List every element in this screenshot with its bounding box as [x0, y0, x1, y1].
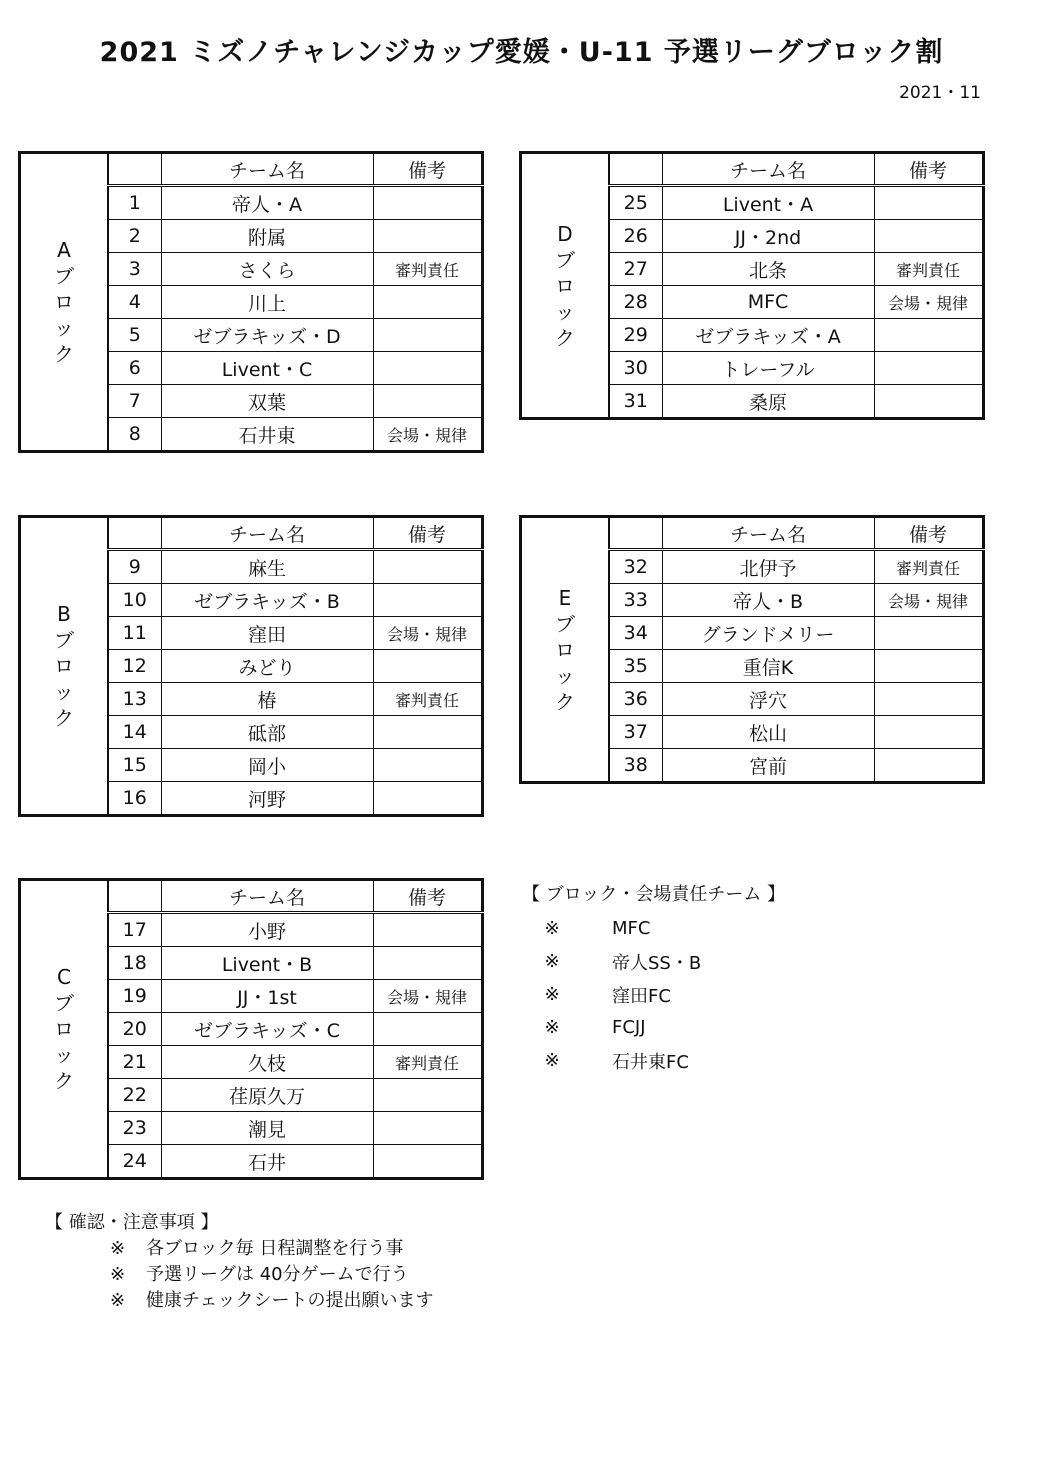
- team-name: 石井: [161, 1145, 373, 1179]
- team-remark: [874, 716, 983, 749]
- team-remark: 審判責任: [373, 253, 482, 286]
- team-name: トレーフル: [662, 352, 874, 385]
- venue-team-item: [522, 1044, 785, 1077]
- header-number: [609, 153, 662, 186]
- venue-team-name: 帝人SS・B: [612, 952, 702, 974]
- team-remark: [373, 352, 482, 385]
- header-remark: 備考: [874, 153, 983, 186]
- team-number: 37: [609, 716, 662, 749]
- note-text: 健康チェックシートの提出願います: [146, 1290, 434, 1311]
- note-mark: ※: [110, 1238, 126, 1259]
- team-remark: 会場・規律: [373, 980, 482, 1013]
- team-remark: 会場・規律: [373, 418, 482, 452]
- team-number: 13: [108, 683, 161, 716]
- team-remark: [373, 1079, 482, 1112]
- team-name: 浮穴: [662, 683, 874, 716]
- block-label-char: B: [57, 602, 71, 626]
- venue-team-name: MFC: [612, 918, 651, 939]
- block-label: [521, 153, 610, 419]
- team-name: 帝人・A: [161, 186, 373, 220]
- team-number: 15: [108, 749, 161, 782]
- header-remark: 備考: [373, 153, 482, 186]
- table-header-row: [20, 517, 483, 550]
- table-header-row: [20, 880, 483, 913]
- team-remark: [874, 220, 983, 253]
- notes-heading: 【 確認・注意事項 】: [45, 1212, 219, 1233]
- venue-team-item: [522, 912, 785, 945]
- block-label-char: ク: [54, 1069, 74, 1093]
- team-name: ゼブラキッズ・D: [161, 319, 373, 352]
- team-number: 10: [108, 584, 161, 617]
- team-number: 19: [108, 980, 161, 1013]
- team-number: 20: [108, 1013, 161, 1046]
- team-remark: [874, 749, 983, 783]
- block-label-char: ロ: [555, 273, 575, 298]
- team-remark: 審判責任: [373, 1046, 482, 1079]
- block-label-char: ブ: [54, 991, 74, 1015]
- team-number: 28: [609, 286, 662, 319]
- block-label-char: ロ: [54, 654, 74, 678]
- team-remark: [373, 385, 482, 418]
- team-name: Livent・A: [662, 186, 874, 220]
- venue-team-name: 窪田FC: [612, 985, 671, 1007]
- venue-team-item: [522, 945, 785, 978]
- table-header-row: [521, 517, 984, 550]
- block-label-char: ク: [555, 689, 575, 714]
- team-name: 重信K: [662, 650, 874, 683]
- block-label-char: ッ: [54, 316, 74, 340]
- team-name: MFC: [662, 286, 874, 319]
- header-remark: 備考: [373, 880, 482, 913]
- note-mark: ※: [110, 1290, 126, 1311]
- team-remark: 会場・規律: [874, 584, 983, 617]
- block-label-char: ク: [54, 706, 74, 730]
- block-label-char: ブ: [54, 264, 74, 288]
- team-number: 9: [108, 550, 161, 584]
- team-name: グランドメリー: [662, 617, 874, 650]
- team-name: 宮前: [662, 749, 874, 783]
- venue-team-item: [522, 978, 785, 1011]
- block-label-char: ロ: [54, 290, 74, 314]
- team-name: Livent・C: [161, 352, 373, 385]
- team-remark: [373, 286, 482, 319]
- team-name: ゼブラキッズ・A: [662, 319, 874, 352]
- team-name: 荏原久万: [161, 1079, 373, 1112]
- team-name: 石井東: [161, 418, 373, 452]
- note-text: 予選リーグは 40分ゲームで行う: [146, 1264, 409, 1285]
- block-label: [20, 880, 109, 1179]
- team-number: 29: [609, 319, 662, 352]
- team-name: 川上: [161, 286, 373, 319]
- team-name: 桑原: [662, 385, 874, 419]
- note-mark: ※: [544, 1050, 560, 1071]
- note-item: [45, 1288, 433, 1314]
- team-number: 34: [609, 617, 662, 650]
- team-remark: [373, 319, 482, 352]
- block-label-char: ッ: [54, 1043, 74, 1067]
- block-label-char: ッ: [54, 680, 74, 704]
- block-label-char: C: [57, 965, 71, 989]
- venue-team-heading: 【 ブロック・会場責任チーム 】: [522, 884, 786, 905]
- team-number: 33: [609, 584, 662, 617]
- team-name: 帝人・B: [662, 584, 874, 617]
- team-name: ゼブラキッズ・C: [161, 1013, 373, 1046]
- team-remark: [874, 385, 983, 419]
- team-remark: [373, 550, 482, 584]
- team-remark: 会場・規律: [874, 286, 983, 319]
- notes-section: [45, 1210, 433, 1314]
- header-team-name: チーム名: [161, 880, 373, 913]
- header-team-name: チーム名: [161, 517, 373, 550]
- block-label-char: ッ: [555, 299, 575, 324]
- team-number: 31: [609, 385, 662, 419]
- block-label-char: ブ: [555, 247, 575, 272]
- team-name: 小野: [161, 913, 373, 947]
- header-team-name: チーム名: [662, 517, 874, 550]
- header-number: [108, 517, 161, 550]
- team-number: 27: [609, 253, 662, 286]
- table-header-row: [20, 153, 483, 186]
- team-name: 久枝: [161, 1046, 373, 1079]
- note-mark: ※: [544, 918, 560, 939]
- team-number: 24: [108, 1145, 161, 1179]
- note-item: [45, 1236, 433, 1262]
- team-name: 松山: [662, 716, 874, 749]
- header-number: [108, 880, 161, 913]
- block-table: [18, 515, 484, 817]
- team-remark: [373, 220, 482, 253]
- team-name: 窪田: [161, 617, 373, 650]
- team-remark: [373, 782, 482, 816]
- team-remark: [874, 683, 983, 716]
- note-mark: ※: [544, 951, 560, 972]
- team-remark: [874, 650, 983, 683]
- team-number: 11: [108, 617, 161, 650]
- team-remark: [373, 947, 482, 980]
- header-number: [108, 153, 161, 186]
- team-remark: 会場・規律: [373, 617, 482, 650]
- team-remark: [373, 1145, 482, 1179]
- team-number: 38: [609, 749, 662, 783]
- header-remark: 備考: [373, 517, 482, 550]
- team-number: 14: [108, 716, 161, 749]
- note-item: [45, 1262, 433, 1288]
- team-name: ゼブラキッズ・B: [161, 584, 373, 617]
- team-number: 16: [108, 782, 161, 816]
- team-number: 23: [108, 1112, 161, 1145]
- team-number: 18: [108, 947, 161, 980]
- team-remark: [373, 716, 482, 749]
- team-name: 椿: [161, 683, 373, 716]
- team-remark: [874, 617, 983, 650]
- team-number: 1: [108, 186, 161, 220]
- team-number: 36: [609, 683, 662, 716]
- note-mark: ※: [544, 1017, 560, 1038]
- team-name: 麻生: [161, 550, 373, 584]
- team-number: 30: [609, 352, 662, 385]
- block-label-char: E: [558, 585, 572, 610]
- team-number: 2: [108, 220, 161, 253]
- venue-team-item: [522, 1011, 785, 1044]
- header-number: [609, 517, 662, 550]
- team-name: 双葉: [161, 385, 373, 418]
- block-label: [521, 517, 610, 783]
- header-remark: 備考: [874, 517, 983, 550]
- team-remark: [373, 1112, 482, 1145]
- block-label-char: ブ: [54, 628, 74, 652]
- team-remark: [373, 186, 482, 220]
- block-table: [18, 878, 484, 1180]
- team-number: 35: [609, 650, 662, 683]
- team-remark: [373, 749, 482, 782]
- team-name: 北条: [662, 253, 874, 286]
- team-number: 7: [108, 385, 161, 418]
- team-number: 21: [108, 1046, 161, 1079]
- team-name: JJ・2nd: [662, 220, 874, 253]
- team-number: 8: [108, 418, 161, 452]
- block-table: [519, 515, 985, 784]
- team-number: 6: [108, 352, 161, 385]
- team-remark: 審判責任: [373, 683, 482, 716]
- team-remark: [874, 319, 983, 352]
- team-number: 26: [609, 220, 662, 253]
- team-number: 17: [108, 913, 161, 947]
- issue-date: 2021・11: [899, 83, 981, 103]
- page-title: 2021 ミズノチャレンジカップ愛媛・U-11 予選リーグブロック割: [99, 37, 944, 68]
- venue-team-list: [522, 880, 785, 1077]
- block-label-char: ブ: [555, 611, 575, 636]
- team-name: Livent・B: [161, 947, 373, 980]
- note-mark: ※: [110, 1264, 126, 1285]
- team-name: 附属: [161, 220, 373, 253]
- note-text: 各ブロック毎 日程調整を行う事: [146, 1238, 404, 1259]
- block-label-char: ク: [54, 342, 74, 366]
- team-name: 潮見: [161, 1112, 373, 1145]
- header-team-name: チーム名: [662, 153, 874, 186]
- team-remark: [874, 352, 983, 385]
- team-remark: [373, 1013, 482, 1046]
- block-label: [20, 517, 109, 816]
- team-name: 北伊予: [662, 550, 874, 584]
- team-remark: [373, 650, 482, 683]
- block-label-char: ロ: [54, 1017, 74, 1041]
- team-number: 5: [108, 319, 161, 352]
- team-remark: 審判責任: [874, 550, 983, 584]
- team-name: みどり: [161, 650, 373, 683]
- venue-team-name: 石井東FC: [612, 1051, 689, 1073]
- team-name: 岡小: [161, 749, 373, 782]
- team-number: 12: [108, 650, 161, 683]
- table-header-row: [521, 153, 984, 186]
- block-label-char: A: [57, 238, 71, 262]
- team-name: JJ・1st: [161, 980, 373, 1013]
- block-label: [20, 153, 109, 452]
- team-number: 22: [108, 1079, 161, 1112]
- block-label-char: ロ: [555, 637, 575, 662]
- team-remark: [373, 584, 482, 617]
- team-number: 3: [108, 253, 161, 286]
- team-remark: [874, 186, 983, 220]
- team-name: さくら: [161, 253, 373, 286]
- block-table: [519, 151, 985, 420]
- block-label-char: D: [557, 221, 573, 246]
- team-name: 砥部: [161, 716, 373, 749]
- team-number: 32: [609, 550, 662, 584]
- team-remark: [373, 913, 482, 947]
- team-name: 河野: [161, 782, 373, 816]
- note-mark: ※: [544, 984, 560, 1005]
- block-label-char: ッ: [555, 663, 575, 688]
- header-team-name: チーム名: [161, 153, 373, 186]
- venue-team-name: FCJJ: [612, 1017, 646, 1038]
- block-label-char: ク: [555, 325, 575, 350]
- team-number: 4: [108, 286, 161, 319]
- block-table: [18, 151, 484, 453]
- team-remark: 審判責任: [874, 253, 983, 286]
- team-number: 25: [609, 186, 662, 220]
